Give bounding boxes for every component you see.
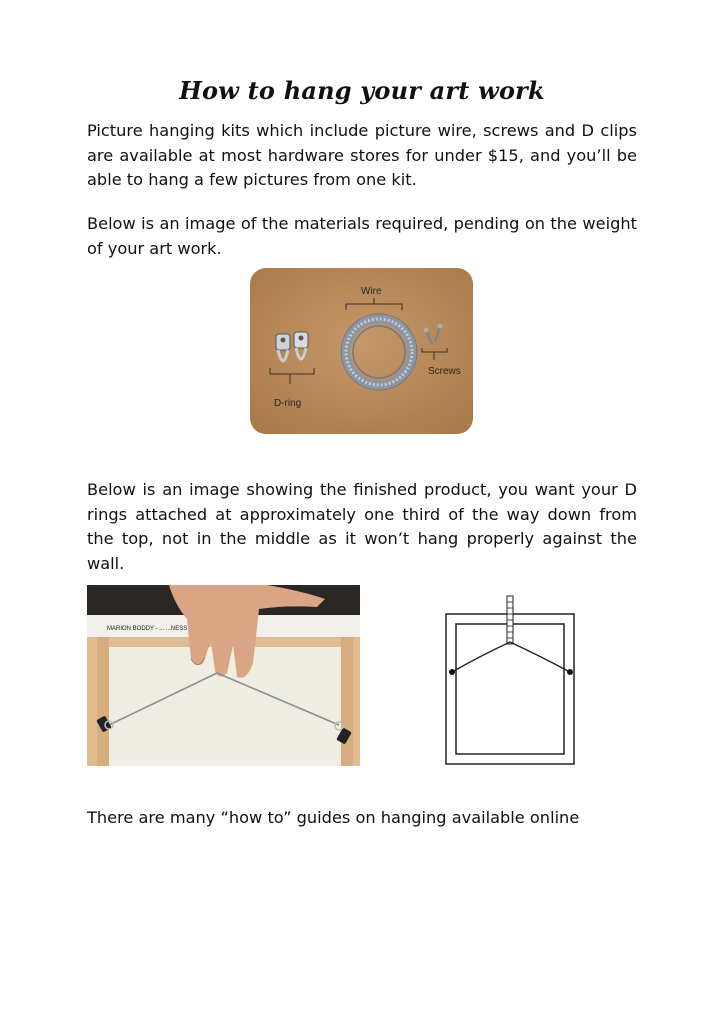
left-d-ring-dot — [449, 669, 455, 675]
wire-label: Wire — [361, 286, 382, 297]
closing-paragraph: There are many “how to” guides on hanging available online — [87, 808, 580, 827]
hanging-diagram — [440, 592, 585, 770]
screws-label: Screws — [428, 366, 461, 377]
materials-paragraph: Below is an image of the materials required, pending on the weight of your art work. — [87, 214, 637, 258]
right-d-ring-dot — [567, 669, 573, 675]
finished-paragraph: Below is an image showing the finished product, you want your D rings attached at approximately one third of the way down from the top, not in the middle as it won’t hang properly against the wall. — [87, 480, 637, 573]
document-title: How to hang your art work — [179, 76, 545, 105]
d-ring-label: D-ring — [274, 398, 302, 409]
frame-text: MARION BODDY - ... ...NESS — [107, 626, 188, 632]
intro-paragraph: Picture hanging kits which include picture wire, screws and D clips are available at most hardware stores for under $15, and you’ll be able to hang a few pictures from one kit. — [87, 121, 637, 189]
materials-image — [250, 268, 473, 434]
finished-product-photo — [87, 585, 360, 766]
